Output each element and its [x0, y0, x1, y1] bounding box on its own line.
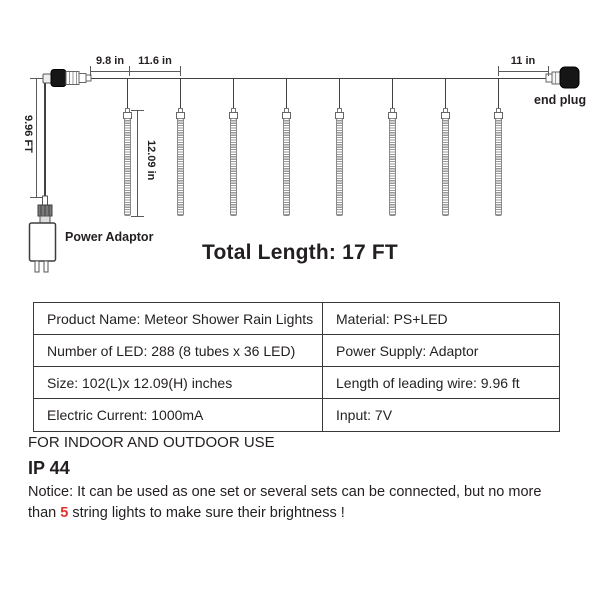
dimension-label-end-gap: 11 in [510, 55, 536, 67]
meteor-tube-1 [122, 79, 133, 219]
tube-body [230, 118, 237, 216]
dimension-label-leading-wire: 9.96 FT [22, 115, 34, 153]
notice-max-sets-number: 5 [60, 504, 69, 521]
spec-cell-size: Size: 102(L)x 12.09(H) inches [34, 367, 323, 399]
tube-body [389, 118, 396, 216]
spec-cell-leading-wire: Length of leading wire: 9.96 ft [323, 367, 559, 399]
usage-note: FOR INDOOR AND OUTDOOR USE [28, 434, 275, 451]
tube-drop-wire [498, 79, 499, 109]
tube-drop-wire [180, 79, 181, 109]
spec-cell-current: Electric Current: 1000mA [34, 399, 323, 431]
tube-body [495, 118, 502, 216]
meteor-tube-3 [228, 79, 239, 219]
spec-cell-input: Input: 7V [336, 407, 393, 423]
dimension-tick [131, 110, 144, 111]
power-connector-icon [38, 66, 94, 90]
spec-cell-product-name: Product Name: Meteor Shower Rain Lights [34, 303, 323, 335]
ip-rating-label: IP 44 [28, 458, 70, 478]
dimension-tick [498, 66, 499, 76]
main-wire [90, 78, 547, 80]
meteor-tube-6 [387, 79, 398, 219]
tube-body [177, 118, 184, 216]
end-plug-icon [544, 64, 582, 91]
notice-line-2 [28, 503, 541, 524]
meteor-tube-7 [440, 79, 451, 219]
power-adaptor-label: Power Adaptor [65, 230, 154, 244]
tube-body [442, 118, 449, 216]
dimension-line-top [90, 71, 180, 72]
meteor-tube-2 [175, 79, 186, 219]
dimension-tick [131, 216, 144, 217]
total-length-title: Total Length: 17 FT [202, 241, 398, 264]
spec-table [33, 302, 560, 432]
dimension-label-tube-gap: 11.6 in [138, 55, 172, 67]
dimension-line-end [498, 71, 548, 72]
tube-drop-wire [127, 79, 128, 109]
dimension-line-leading [36, 79, 37, 197]
notice-line-2-prefix: than [28, 504, 61, 521]
notice-line-2-suffix: string lights to make sure their brightness ! [68, 504, 345, 521]
tube-drop-wire [445, 79, 446, 109]
spec-cell-led-count: Number of LED: 288 (8 tubes x 36 LED) [34, 335, 323, 367]
spec-cell-material: Material: PS+LED [323, 303, 559, 335]
tube-drop-wire [233, 79, 234, 109]
end-plug-label: end plug [534, 93, 587, 107]
meteor-tube-8 [493, 79, 504, 219]
notice-text [28, 482, 541, 523]
meteor-tube-4 [281, 79, 292, 219]
dimension-tick [129, 66, 130, 76]
dimension-tick [548, 66, 549, 76]
tube-body [124, 118, 131, 216]
tube-body [283, 118, 290, 216]
tube-drop-wire [286, 79, 287, 109]
power-adaptor-icon [27, 194, 61, 278]
dimension-line-tube [137, 111, 138, 216]
notice-line-1: Notice: It can be used as one set or several sets can be connected, but no more [28, 484, 542, 500]
dimension-tick [180, 66, 181, 76]
dimension-label-first-gap: 9.8 in [95, 55, 125, 67]
spec-cell-power-supply: Power Supply: Adaptor [323, 335, 559, 367]
tube-body [336, 118, 343, 216]
meteor-tube-5 [334, 79, 345, 219]
dimension-tick [30, 78, 43, 79]
dimension-tick [30, 197, 43, 198]
dimension-tick [90, 66, 91, 76]
leading-wire [44, 76, 46, 198]
tube-drop-wire [392, 79, 393, 109]
dimension-label-tube-length: 12.09 in [145, 140, 157, 181]
tube-drop-wire [339, 79, 340, 109]
